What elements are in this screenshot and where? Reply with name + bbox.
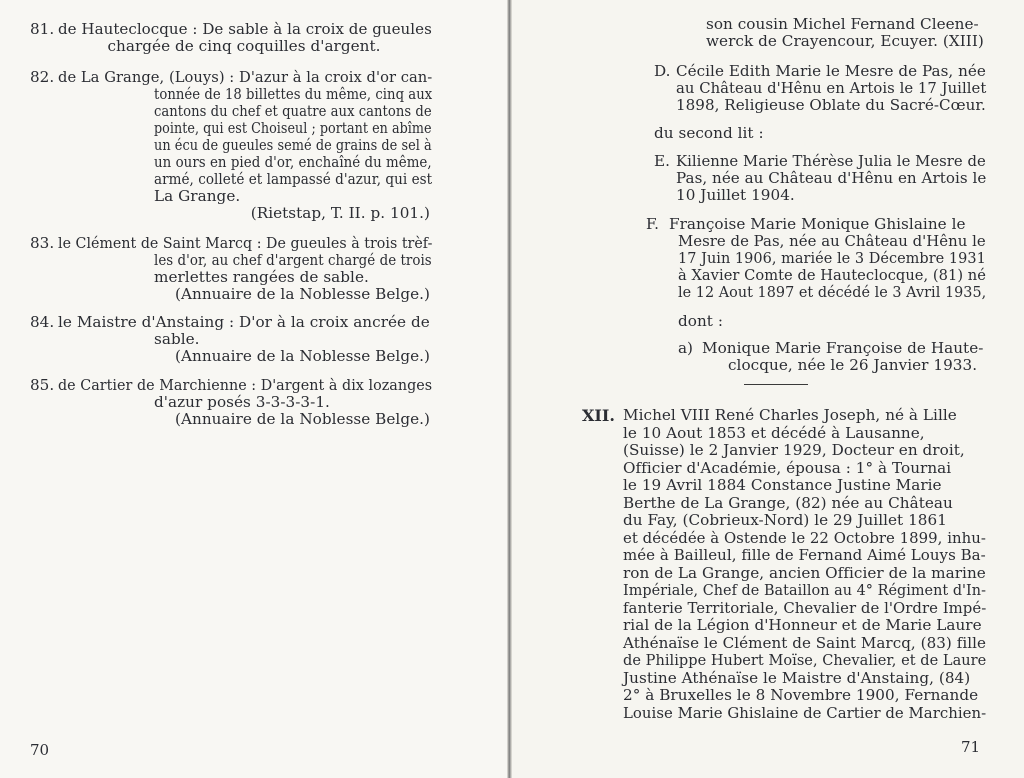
entry-line: ron de La Grange, ancien Officier de la marine (623, 563, 986, 582)
section-label: du second lit : (654, 124, 764, 142)
entry-source: (Annuaire de la Noblesse Belge.) (175, 347, 430, 365)
entry-line: les d'or, au chef d'argent chargé de trois (154, 251, 432, 269)
entry-line: La Grange. (154, 187, 241, 205)
child-label: F. (646, 215, 659, 233)
entry-line: de Cartier de Marchienne : D'argent à dix lozanges (58, 376, 433, 394)
entry-number: 83. (30, 234, 55, 252)
child-label: D. (654, 62, 671, 80)
entry-line: de Philippe Hubert Moïse, Chevalier, et de Laure (623, 651, 987, 669)
entry-source: (Annuaire de la Noblesse Belge.) (175, 410, 430, 428)
entry-line: du Fay, (Cobrieux-Nord) le 29 Juillet 1861 (623, 511, 947, 529)
entry-line: (Suisse) le 2 Janvier 1929, Docteur en droit, (623, 441, 965, 459)
entry-line: Louise Marie Ghislaine de Cartier de Marchien- (623, 703, 987, 722)
entry-line: Kilienne Marie Thérèse Julia le Mesre de (676, 152, 986, 170)
entry-line: werck de Crayencour, Ecuyer. (XIII) (706, 32, 984, 50)
page-number: 71 (961, 738, 981, 756)
left-page (0, 0, 508, 778)
entry-line: Athénaïse le Clément de Saint Marcq, (83) fille (623, 633, 986, 652)
entry-line: Officier d'Académie, épousa : 1° à Tournai (623, 458, 952, 477)
entry-line: Monique Marie Françoise de Haute- (702, 339, 984, 357)
entry-line: de La Grange, (Louys) : D'azur à la croix d'or can- (58, 68, 433, 86)
entry-number: 84. (30, 313, 55, 331)
right-page (512, 0, 1024, 778)
entry-line: 2° à Bruxelles le 8 Novembre 1900, Fernande (623, 686, 979, 704)
entry-line: le 10 Aout 1853 et décédé à Lausanne, (623, 423, 925, 442)
entry-line: un ours en pied d'or, enchaîné du même, (154, 153, 432, 171)
entry-number: 81. (30, 20, 55, 38)
entry-line: 17 Juin 1906, mariée le 3 Décembre 1931 (678, 249, 986, 267)
entry-line: mée à Bailleul, fille de Fernand Aimé Louys Ba- (623, 546, 986, 564)
entry-number: 85. (30, 376, 55, 394)
entry-line: 1898, Religieuse Oblate du Sacré-Cœur. (676, 96, 986, 114)
grandchild-label: a) (678, 339, 693, 357)
entry-line: un écu de gueules semé de grains de sel à (154, 136, 432, 154)
entry-line: au Château d'Hênu en Artois le 17 Juillet (676, 79, 987, 97)
entry-line: Pas, née au Château d'Hênu en Artois le (676, 169, 987, 187)
entry-line: armé, colleté et lampassé d'azur, qui est (154, 170, 433, 188)
entry-line: fanterie Territoriale, Chevalier de l'Ordre Impé- (623, 598, 987, 617)
entry-line: sable. (154, 330, 200, 348)
entry-line: d'azur posés 3-3-3-3-1. (154, 393, 330, 411)
section-label: dont : (678, 312, 723, 330)
entry-source: (Annuaire de la Noblesse Belge.) (175, 285, 430, 303)
entry-line: merlettes rangées de sable. (154, 268, 369, 286)
entry-line: tonnée de 18 billettes du même, cinq aux (154, 85, 433, 103)
section-divider (744, 384, 808, 385)
entry-line: Michel VIII René Charles Joseph, né à Lille (623, 406, 957, 424)
entry-line: Mesre de Pas, née au Château d'Hênu le (678, 232, 986, 250)
entry-line: Françoise Marie Monique Ghislaine le (669, 215, 966, 233)
entry-line: le 19 Avril 1884 Constance Justine Marie (623, 476, 942, 494)
entry-line: le Clément de Saint Marcq : De gueules à trois trèf- (58, 234, 433, 252)
entry-line: Impériale, Chef de Bataillon au 4° Régiment d'In- (623, 581, 986, 599)
entry-line: rial de la Légion d'Honneur et de Marie Laure (623, 616, 982, 634)
entry-number: 82. (30, 68, 55, 86)
entry-line: de Hauteclocque : De sable à la croix de gueules (58, 20, 432, 38)
entry-line: son cousin Michel Fernand Cleene- (706, 15, 979, 33)
entry-line: clocque, née le 26 Janvier 1933. (728, 356, 978, 374)
entry-line: Justine Athénaïse le Maistre d'Anstaing, (84) (623, 668, 971, 687)
entry-line: Berthe de La Grange, (82) née au Château (623, 493, 953, 512)
page-number: 70 (30, 741, 50, 759)
child-label: E. (654, 152, 670, 170)
generation-label: XII. (582, 406, 615, 425)
entry-line: le 12 Aout 1897 et décédé le 3 Avril 1935, (678, 283, 987, 301)
entry-line: à Xavier Comte de Hauteclocque, (81) né (678, 266, 986, 284)
entry-line: le Maistre d'Anstaing : D'or à la croix ancrée de (58, 313, 430, 331)
entry-source: (Rietstap, T. II. p. 101.) (250, 204, 430, 222)
entry-line: chargée de cinq coquilles d'argent. (107, 37, 381, 55)
entry-line: Cécile Edith Marie le Mesre de Pas, née (676, 62, 986, 80)
entry-line: cantons du chef et quatre aux cantons de (154, 102, 432, 120)
entry-line: et décédée à Ostende le 22 Octobre 1899, inhu- (623, 528, 986, 547)
entry-line: 10 Juillet 1904. (676, 186, 795, 204)
entry-line: pointe, qui est Choiseul ; portant en abîme (154, 119, 432, 137)
